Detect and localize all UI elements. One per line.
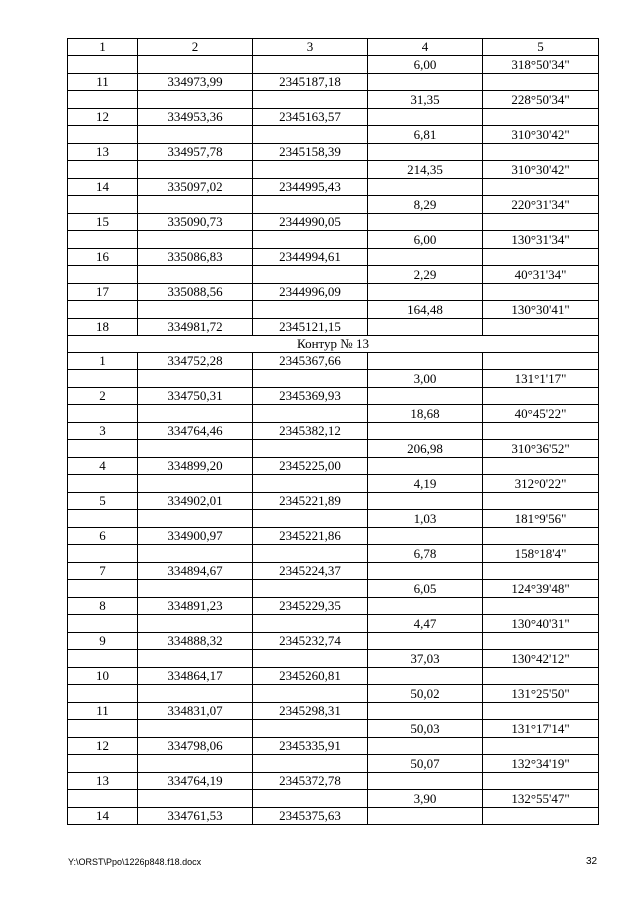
empty-cell — [483, 109, 599, 126]
empty-cell — [138, 405, 253, 423]
empty-cell — [68, 266, 138, 284]
segment-row — [68, 720, 599, 738]
segment-row — [68, 510, 599, 528]
segment-row — [68, 161, 599, 179]
empty-cell — [138, 266, 253, 284]
segment-length: 50,02 — [368, 685, 483, 703]
empty-cell — [483, 319, 599, 336]
segment-row — [68, 126, 599, 144]
header-cell: 3 — [253, 39, 368, 56]
point-number: 18 — [68, 319, 138, 336]
segment-length: 8,29 — [368, 196, 483, 214]
empty-cell — [368, 703, 483, 720]
x-coordinate: 334798,06 — [138, 738, 253, 755]
segment-length: 37,03 — [368, 650, 483, 668]
x-coordinate: 334888,32 — [138, 633, 253, 650]
empty-cell — [253, 91, 368, 109]
segment-row — [68, 685, 599, 703]
segment-length: 50,03 — [368, 720, 483, 738]
empty-cell — [253, 755, 368, 773]
segment-row — [68, 91, 599, 109]
direction-angle: 310°30'42" — [483, 126, 599, 144]
empty-cell — [368, 214, 483, 231]
empty-cell — [68, 405, 138, 423]
x-coordinate: 334831,07 — [138, 703, 253, 720]
point-row — [68, 214, 599, 231]
point-row — [68, 458, 599, 475]
point-number: 11 — [68, 74, 138, 91]
point-row — [68, 563, 599, 580]
footer-file-path: Y:\ORST\Ppo\1226p848.f18.docx — [68, 857, 202, 867]
empty-cell — [68, 91, 138, 109]
segment-row — [68, 370, 599, 388]
empty-cell — [483, 179, 599, 196]
point-number: 16 — [68, 249, 138, 266]
x-coordinate: 335086,83 — [138, 249, 253, 266]
segment-row — [68, 755, 599, 773]
point-row — [68, 808, 599, 825]
empty-cell — [483, 598, 599, 615]
empty-cell — [483, 703, 599, 720]
empty-cell — [68, 790, 138, 808]
direction-angle: 310°36'52" — [483, 440, 599, 458]
point-number: 12 — [68, 109, 138, 126]
x-coordinate: 334764,46 — [138, 423, 253, 440]
y-coordinate: 2345367,66 — [253, 353, 368, 370]
segment-length: 214,35 — [368, 161, 483, 179]
x-coordinate: 335090,73 — [138, 214, 253, 231]
empty-cell — [368, 388, 483, 405]
empty-cell — [68, 126, 138, 144]
point-row — [68, 633, 599, 650]
empty-cell — [68, 510, 138, 528]
empty-cell — [483, 528, 599, 545]
empty-cell — [483, 773, 599, 790]
header-cell: 2 — [138, 39, 253, 56]
empty-cell — [138, 91, 253, 109]
segment-length: 50,07 — [368, 755, 483, 773]
point-row — [68, 528, 599, 545]
segment-length: 4,47 — [368, 615, 483, 633]
point-number: 4 — [68, 458, 138, 475]
direction-angle: 310°30'42" — [483, 161, 599, 179]
empty-cell — [253, 650, 368, 668]
x-coordinate: 334894,67 — [138, 563, 253, 580]
direction-angle: 131°17'14" — [483, 720, 599, 738]
segment-length: 6,00 — [368, 231, 483, 249]
direction-angle: 130°42'12" — [483, 650, 599, 668]
x-coordinate: 334764,19 — [138, 773, 253, 790]
direction-angle: 40°45'22" — [483, 405, 599, 423]
x-coordinate: 334899,20 — [138, 458, 253, 475]
x-coordinate: 334953,36 — [138, 109, 253, 126]
point-number: 17 — [68, 284, 138, 301]
y-coordinate: 2345158,39 — [253, 144, 368, 161]
segment-length: 18,68 — [368, 405, 483, 423]
segment-length: 6,81 — [368, 126, 483, 144]
direction-angle: 318°50'34" — [483, 56, 599, 74]
y-coordinate: 2345298,31 — [253, 703, 368, 720]
empty-cell — [68, 161, 138, 179]
segment-row — [68, 580, 599, 598]
empty-cell — [68, 370, 138, 388]
empty-cell — [138, 161, 253, 179]
y-coordinate: 2345225,00 — [253, 458, 368, 475]
y-coordinate: 2345232,74 — [253, 633, 368, 650]
empty-cell — [253, 440, 368, 458]
contour-heading-row — [68, 336, 599, 353]
empty-cell — [253, 370, 368, 388]
empty-cell — [483, 249, 599, 266]
segment-row — [68, 615, 599, 633]
point-number: 6 — [68, 528, 138, 545]
y-coordinate: 2345369,93 — [253, 388, 368, 405]
empty-cell — [68, 301, 138, 319]
point-number: 14 — [68, 179, 138, 196]
empty-cell — [368, 144, 483, 161]
segment-length: 164,48 — [368, 301, 483, 319]
empty-cell — [483, 668, 599, 685]
empty-cell — [253, 301, 368, 319]
header-cell: 5 — [483, 39, 599, 56]
empty-cell — [368, 598, 483, 615]
y-coordinate: 2345372,78 — [253, 773, 368, 790]
segment-length: 6,05 — [368, 580, 483, 598]
direction-angle: 130°40'31" — [483, 615, 599, 633]
x-coordinate: 334891,23 — [138, 598, 253, 615]
empty-cell — [368, 249, 483, 266]
empty-cell — [253, 196, 368, 214]
empty-cell — [138, 685, 253, 703]
empty-cell — [368, 284, 483, 301]
empty-cell — [253, 790, 368, 808]
point-row — [68, 423, 599, 440]
empty-cell — [368, 493, 483, 510]
empty-cell — [483, 144, 599, 161]
point-row — [68, 284, 599, 301]
segment-length: 2,29 — [368, 266, 483, 284]
point-row — [68, 319, 599, 336]
empty-cell — [138, 720, 253, 738]
empty-cell — [368, 109, 483, 126]
segment-row — [68, 545, 599, 563]
empty-cell — [68, 685, 138, 703]
empty-cell — [138, 126, 253, 144]
point-row — [68, 493, 599, 510]
header-cell: 4 — [368, 39, 483, 56]
empty-cell — [68, 196, 138, 214]
point-row — [68, 144, 599, 161]
point-number: 7 — [68, 563, 138, 580]
empty-cell — [483, 633, 599, 650]
point-row — [68, 388, 599, 405]
point-number: 12 — [68, 738, 138, 755]
empty-cell — [138, 510, 253, 528]
empty-cell — [253, 510, 368, 528]
y-coordinate: 2345187,18 — [253, 74, 368, 91]
empty-cell — [138, 370, 253, 388]
empty-cell — [368, 528, 483, 545]
y-coordinate: 2345163,57 — [253, 109, 368, 126]
segment-length: 3,00 — [368, 370, 483, 388]
x-coordinate: 335088,56 — [138, 284, 253, 301]
x-coordinate: 334957,78 — [138, 144, 253, 161]
point-row — [68, 738, 599, 755]
empty-cell — [368, 668, 483, 685]
point-number: 8 — [68, 598, 138, 615]
empty-cell — [368, 353, 483, 370]
y-coordinate: 2345221,86 — [253, 528, 368, 545]
x-coordinate: 334981,72 — [138, 319, 253, 336]
empty-cell — [368, 808, 483, 825]
y-coordinate: 2345121,15 — [253, 319, 368, 336]
y-coordinate: 2345335,91 — [253, 738, 368, 755]
empty-cell — [68, 720, 138, 738]
segment-length: 206,98 — [368, 440, 483, 458]
y-coordinate: 2344996,09 — [253, 284, 368, 301]
empty-cell — [368, 319, 483, 336]
point-row — [68, 74, 599, 91]
empty-cell — [253, 405, 368, 423]
empty-cell — [483, 808, 599, 825]
empty-cell — [138, 301, 253, 319]
segment-length: 3,90 — [368, 790, 483, 808]
y-coordinate: 2344995,43 — [253, 179, 368, 196]
y-coordinate: 2345382,12 — [253, 423, 368, 440]
empty-cell — [138, 650, 253, 668]
empty-cell — [483, 74, 599, 91]
empty-cell — [253, 266, 368, 284]
point-number: 2 — [68, 388, 138, 405]
point-number: 11 — [68, 703, 138, 720]
x-coordinate: 334752,28 — [138, 353, 253, 370]
segment-length: 4,19 — [368, 475, 483, 493]
empty-cell — [483, 493, 599, 510]
direction-angle: 158°18'4" — [483, 545, 599, 563]
segment-length: 1,03 — [368, 510, 483, 528]
empty-cell — [253, 126, 368, 144]
point-row — [68, 703, 599, 720]
direction-angle: 131°25'50" — [483, 685, 599, 703]
table-header-row — [68, 39, 599, 56]
empty-cell — [253, 231, 368, 249]
point-number: 14 — [68, 808, 138, 825]
direction-angle: 130°31'34" — [483, 231, 599, 249]
empty-cell — [253, 685, 368, 703]
empty-cell — [253, 580, 368, 598]
empty-cell — [368, 563, 483, 580]
empty-cell — [368, 74, 483, 91]
direction-angle: 132°55'47" — [483, 790, 599, 808]
empty-cell — [483, 423, 599, 440]
point-number: 10 — [68, 668, 138, 685]
empty-cell — [68, 231, 138, 249]
empty-cell — [138, 196, 253, 214]
empty-cell — [68, 56, 138, 74]
segment-length: 6,78 — [368, 545, 483, 563]
empty-cell — [253, 161, 368, 179]
x-coordinate: 334900,97 — [138, 528, 253, 545]
empty-cell — [138, 755, 253, 773]
empty-cell — [483, 214, 599, 231]
point-number: 3 — [68, 423, 138, 440]
empty-cell — [138, 56, 253, 74]
segment-row — [68, 231, 599, 249]
segment-length: 31,35 — [368, 91, 483, 109]
empty-cell — [368, 423, 483, 440]
point-number: 13 — [68, 773, 138, 790]
segment-row — [68, 790, 599, 808]
direction-angle: 130°30'41" — [483, 301, 599, 319]
empty-cell — [68, 440, 138, 458]
point-number: 5 — [68, 493, 138, 510]
header-cell: 1 — [68, 39, 138, 56]
empty-cell — [68, 545, 138, 563]
point-row — [68, 598, 599, 615]
empty-cell — [483, 738, 599, 755]
point-row — [68, 109, 599, 126]
y-coordinate: 2344990,05 — [253, 214, 368, 231]
empty-cell — [68, 755, 138, 773]
x-coordinate: 334902,01 — [138, 493, 253, 510]
x-coordinate: 334761,53 — [138, 808, 253, 825]
point-number: 1 — [68, 353, 138, 370]
empty-cell — [253, 475, 368, 493]
segment-row — [68, 440, 599, 458]
point-row — [68, 179, 599, 196]
y-coordinate: 2345260,81 — [253, 668, 368, 685]
empty-cell — [253, 545, 368, 563]
empty-cell — [483, 353, 599, 370]
point-number: 13 — [68, 144, 138, 161]
y-coordinate: 2344994,61 — [253, 249, 368, 266]
empty-cell — [368, 738, 483, 755]
segment-row — [68, 405, 599, 423]
empty-cell — [253, 615, 368, 633]
empty-cell — [253, 56, 368, 74]
segment-row — [68, 196, 599, 214]
empty-cell — [368, 179, 483, 196]
segment-row — [68, 475, 599, 493]
table-body — [68, 56, 599, 825]
direction-angle: 132°34'19" — [483, 755, 599, 773]
empty-cell — [68, 475, 138, 493]
empty-cell — [483, 388, 599, 405]
direction-angle: 228°50'34" — [483, 91, 599, 109]
direction-angle: 40°31'34" — [483, 266, 599, 284]
x-coordinate: 334973,99 — [138, 74, 253, 91]
point-row — [68, 353, 599, 370]
empty-cell — [368, 773, 483, 790]
point-row — [68, 249, 599, 266]
x-coordinate: 335097,02 — [138, 179, 253, 196]
direction-angle: 131°1'17" — [483, 370, 599, 388]
empty-cell — [138, 615, 253, 633]
y-coordinate: 2345375,63 — [253, 808, 368, 825]
empty-cell — [138, 545, 253, 563]
empty-cell — [483, 563, 599, 580]
empty-cell — [368, 458, 483, 475]
page-number: 32 — [586, 856, 598, 867]
y-coordinate: 2345229,35 — [253, 598, 368, 615]
direction-angle: 124°39'48" — [483, 580, 599, 598]
x-coordinate: 334864,17 — [138, 668, 253, 685]
y-coordinate: 2345221,89 — [253, 493, 368, 510]
empty-cell — [138, 580, 253, 598]
point-row — [68, 773, 599, 790]
segment-length: 6,00 — [368, 56, 483, 74]
point-number: 9 — [68, 633, 138, 650]
empty-cell — [138, 790, 253, 808]
empty-cell — [68, 580, 138, 598]
empty-cell — [138, 440, 253, 458]
empty-cell — [368, 633, 483, 650]
coordinates-table — [67, 38, 599, 825]
direction-angle: 312°0'22" — [483, 475, 599, 493]
point-row — [68, 668, 599, 685]
segment-row — [68, 301, 599, 319]
empty-cell — [483, 284, 599, 301]
empty-cell — [253, 720, 368, 738]
empty-cell — [138, 231, 253, 249]
point-number: 15 — [68, 214, 138, 231]
segment-row — [68, 650, 599, 668]
empty-cell — [68, 650, 138, 668]
direction-angle: 181°9'56" — [483, 510, 599, 528]
empty-cell — [138, 475, 253, 493]
segment-row — [68, 266, 599, 284]
contour-heading: Контур № 13 — [68, 336, 599, 353]
x-coordinate: 334750,31 — [138, 388, 253, 405]
direction-angle: 220°31'34" — [483, 196, 599, 214]
empty-cell — [68, 615, 138, 633]
empty-cell — [483, 458, 599, 475]
segment-row — [68, 56, 599, 74]
y-coordinate: 2345224,37 — [253, 563, 368, 580]
